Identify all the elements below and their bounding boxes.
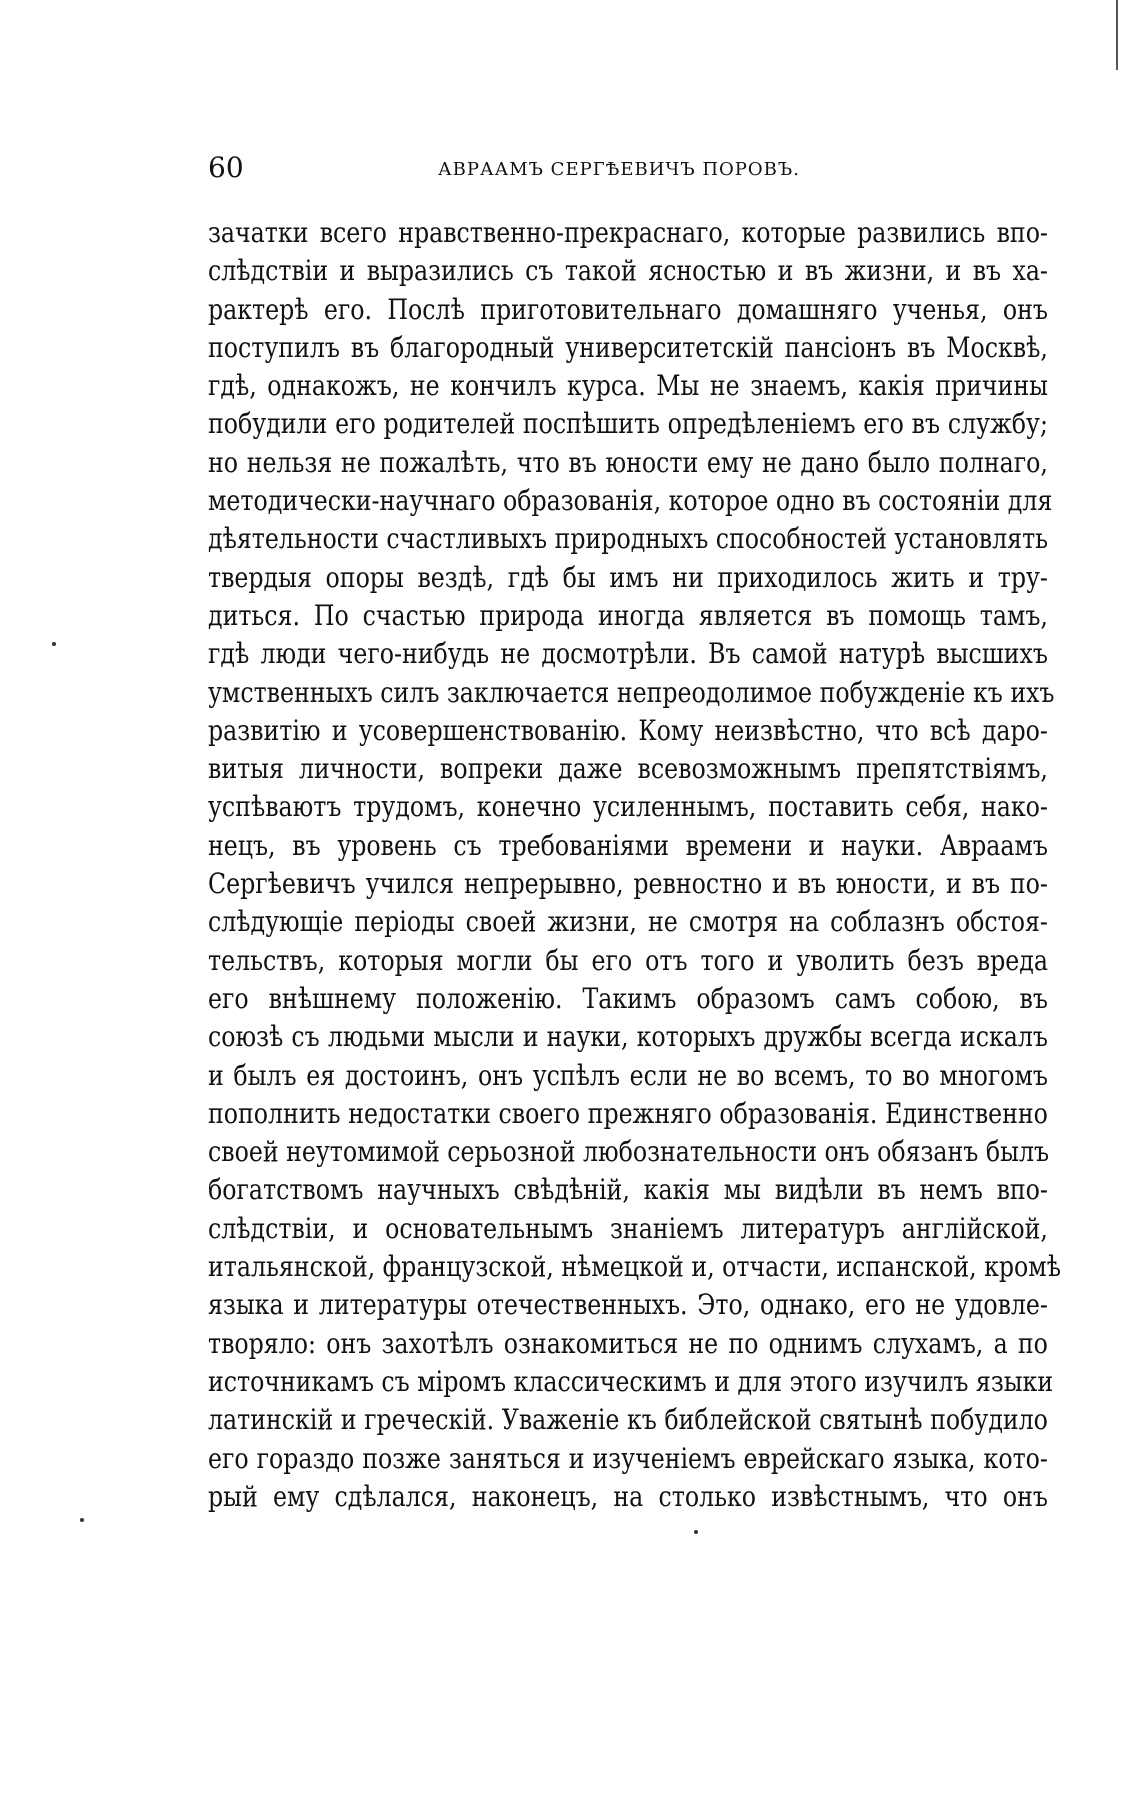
scan-edge-line [1116,0,1118,70]
text-line: его внѣшнему положенію. Такимъ образомъ самъ собою, въ [208,981,1048,1015]
text-line: но нельзя не пожалѣть, что въ юности ему не дано было полнаго, [208,445,1048,479]
text-line: союзѣ съ людьми мысли и науки, которыхъ дружбы всегда искалъ [208,1020,1048,1054]
text-line: побудили его родителей поспѣшить опредѣленіемъ его въ службу; [208,407,1048,441]
running-head [208,148,806,188]
text-line: гдѣ люди чего-нибудь не досмотрѣли. Въ самой натурѣ высшихъ [208,637,1048,671]
text-line: зачатки всего нравственно-прекраснаго, которые развились впо- [208,216,1048,249]
text-line: нецъ, въ уровень съ требованіями времени и науки. Авраамъ [208,828,1048,862]
text-line: диться. По счастью природа иногда является въ помощь тамъ, [208,598,1048,632]
text-line: своей неутомимой серьозной любознательности онъ обязанъ былъ [208,1135,1050,1169]
text-line: гдѣ, однакожъ, не кончилъ курса. Мы не знаемъ, какія причины [208,369,1048,403]
text-line: Сергѣевичъ учился непрерывно, ревностно и въ юности, и въ по- [208,867,1048,901]
text-line: тельствъ, которыя могли бы его отъ того и уволить безъ вреда [208,943,1048,977]
text-line: методически-научнаго образованія, которое одно въ состояніи для [208,484,1053,518]
text-line: его гораздо позже заняться и изученіемъ еврейскаго языка, кото- [208,1441,1048,1475]
text-line: творяло: онъ захотѣлъ ознакомиться не по однимъ слухамъ, а по [208,1326,1048,1360]
body-text [208,214,1061,1516]
text-line: итальянской, французской, нѣмецкой и, отчасти, испанской, кромѣ [208,1250,1061,1284]
text-line: и былъ ея достоинъ, онъ успѣлъ если не во всемъ, то во многомъ [208,1058,1048,1092]
text-line: рактерѣ его. Послѣ приготовительнаго домашняго ученья, онъ [208,292,1048,326]
running-title: АВРААМЪ СЕРГѢЕВИЧЪ ПОРОВЪ. [438,159,800,180]
text-line: слѣдствіи, и основательнымъ знаніемъ литературъ англійской, [208,1211,1048,1245]
page-number: 60 [208,151,244,184]
scan-speck [80,1518,84,1522]
text-line: твердыя опоры вездѣ, гдѣ бы имъ ни приходилось жить и тру- [208,560,1048,594]
text-line: слѣдствіи и выразились съ такой ясностью и въ жизни, и въ ха- [208,254,1048,288]
text-line: витыя личности, вопреки даже всевозможнымъ препятствіямъ, [208,752,1048,786]
text-line: пополнить недостатки своего прежняго образованія. Единственно [208,1096,1048,1130]
text-line: дѣятельности счастливыхъ природныхъ способностей установлять [208,522,1049,556]
text-line: успѣваютъ трудомъ, конечно усиленнымъ, поставить себя, нако- [208,790,1048,824]
scan-speck [52,642,56,646]
text-line: рый ему сдѣлался, наконецъ, на столько извѣстнымъ, что онъ [208,1479,1048,1513]
text-line: источникамъ съ міромъ классическимъ и для этого изучилъ языки [208,1364,1054,1398]
scan-speck [694,1530,698,1534]
text-line: богатствомъ научныхъ свѣдѣній, какія мы видѣли въ немъ впо- [208,1173,1048,1207]
text-line: развитію и усовершенствованію. Кому неизвѣстно, что всѣ даро- [208,713,1048,747]
text-line: латинскій и греческій. Уваженіе къ библейской святынѣ побудило [208,1403,1048,1437]
text-line: языка и литературы отечественныхъ. Это, однако, его не удовле- [208,1288,1048,1322]
text-line: умственныхъ силъ заключается непреодолимое побужденіе къ ихъ [208,675,1055,709]
text-line: поступилъ въ благородный университетскій пансіонъ въ Москвѣ, [208,330,1048,364]
text-line: слѣдующіе періоды своей жизни, не смотря на соблазнъ обстоя- [208,905,1048,939]
